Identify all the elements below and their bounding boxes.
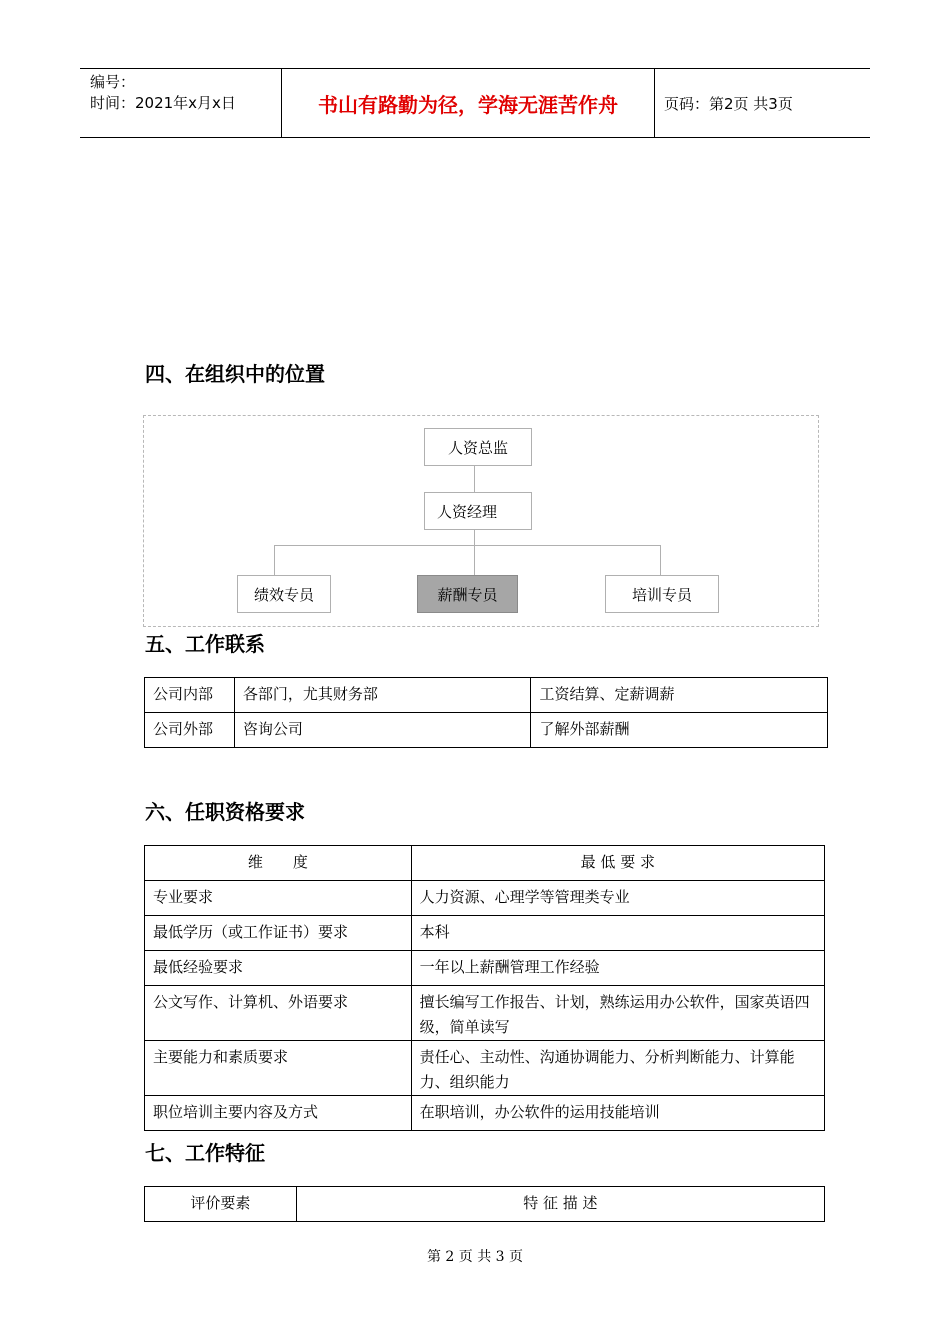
table-row: [145, 678, 828, 713]
org-connector: [474, 466, 475, 492]
table-row: [145, 916, 825, 951]
table-cell: 主要能力和素质要求: [145, 1041, 412, 1096]
org-node-director: 人资总监: [424, 428, 532, 466]
table-cell: 最低学历（或工作证书）要求: [145, 916, 412, 951]
table-cell: 擅长编写工作报告、计划，熟练运用办公软件，国家英语四级，简单读写: [411, 986, 824, 1041]
table-cell: 职位培训主要内容及方式: [145, 1096, 412, 1131]
table-row: [145, 881, 825, 916]
table-cell: 公司内部: [145, 678, 235, 713]
page-footer: 第 2 页 共 3 页: [426, 1249, 524, 1265]
table-header-row: [145, 846, 825, 881]
table-row: [145, 1096, 825, 1131]
section5-title: 五、工作联系: [145, 632, 265, 656]
table-cell: 责任心、主动性、沟通协调能力、分析判断能力、计算能力、组织能力: [411, 1041, 824, 1096]
header-motto: 书山有路勤为径，学海无涯苦作舟: [318, 92, 618, 117]
org-node-compensation: 薪酬专员: [417, 575, 518, 613]
table-cell: 咨询公司: [234, 713, 531, 748]
section4-title: 四、在组织中的位置: [145, 362, 325, 386]
org-connector: [474, 530, 475, 576]
table-cell: 最低经验要求: [145, 951, 412, 986]
org-node-training: 培训专员: [605, 575, 719, 613]
table-row: [145, 1041, 825, 1096]
org-node-performance: 绩效专员: [237, 575, 331, 613]
table-cell: 一年以上薪酬管理工作经验: [411, 951, 824, 986]
table-cell: 公文写作、计算机、外语要求: [145, 986, 412, 1041]
table-cell: 本科: [411, 916, 824, 951]
table-cell: 人力资源、心理学等管理类专业: [411, 881, 824, 916]
section6-title: 六、任职资格要求: [145, 800, 305, 824]
table-cell: 专业要求: [145, 881, 412, 916]
table-cell: 了解外部薪酬: [531, 713, 828, 748]
org-node-manager: 人资经理: [424, 492, 532, 530]
table-cell: 公司外部: [145, 713, 235, 748]
table-row: [145, 713, 828, 748]
column-header: 维 度: [145, 846, 412, 881]
header-divider: [654, 69, 655, 137]
org-connector: [274, 545, 661, 546]
table-cell: 各部门，尤其财务部: [234, 678, 531, 713]
header-number: 编号：: [90, 73, 136, 91]
column-header: 特 征 描 述: [296, 1187, 824, 1222]
column-header: 最 低 要 求: [411, 846, 824, 881]
header-meta: [90, 72, 236, 114]
job-characteristics-table: [144, 1186, 825, 1222]
table-row: [145, 951, 825, 986]
table-row: [145, 986, 825, 1041]
header-page-info: 页码：第2页 共3页: [664, 94, 793, 113]
page-header: [80, 68, 870, 138]
table-header-row: [145, 1187, 825, 1222]
work-relations-table: [144, 677, 828, 748]
table-cell: 在职培训，办公软件的运用技能培训: [411, 1096, 824, 1131]
org-connector: [660, 545, 661, 575]
section7-title: 七、工作特征: [145, 1141, 265, 1165]
org-connector: [274, 545, 275, 575]
org-chart: [143, 415, 819, 627]
table-cell: 工资结算、定薪调薪: [531, 678, 828, 713]
header-time: 时间：2021年x月x日: [90, 94, 236, 112]
column-header: 评价要素: [145, 1187, 297, 1222]
qualifications-table: [144, 845, 825, 1131]
